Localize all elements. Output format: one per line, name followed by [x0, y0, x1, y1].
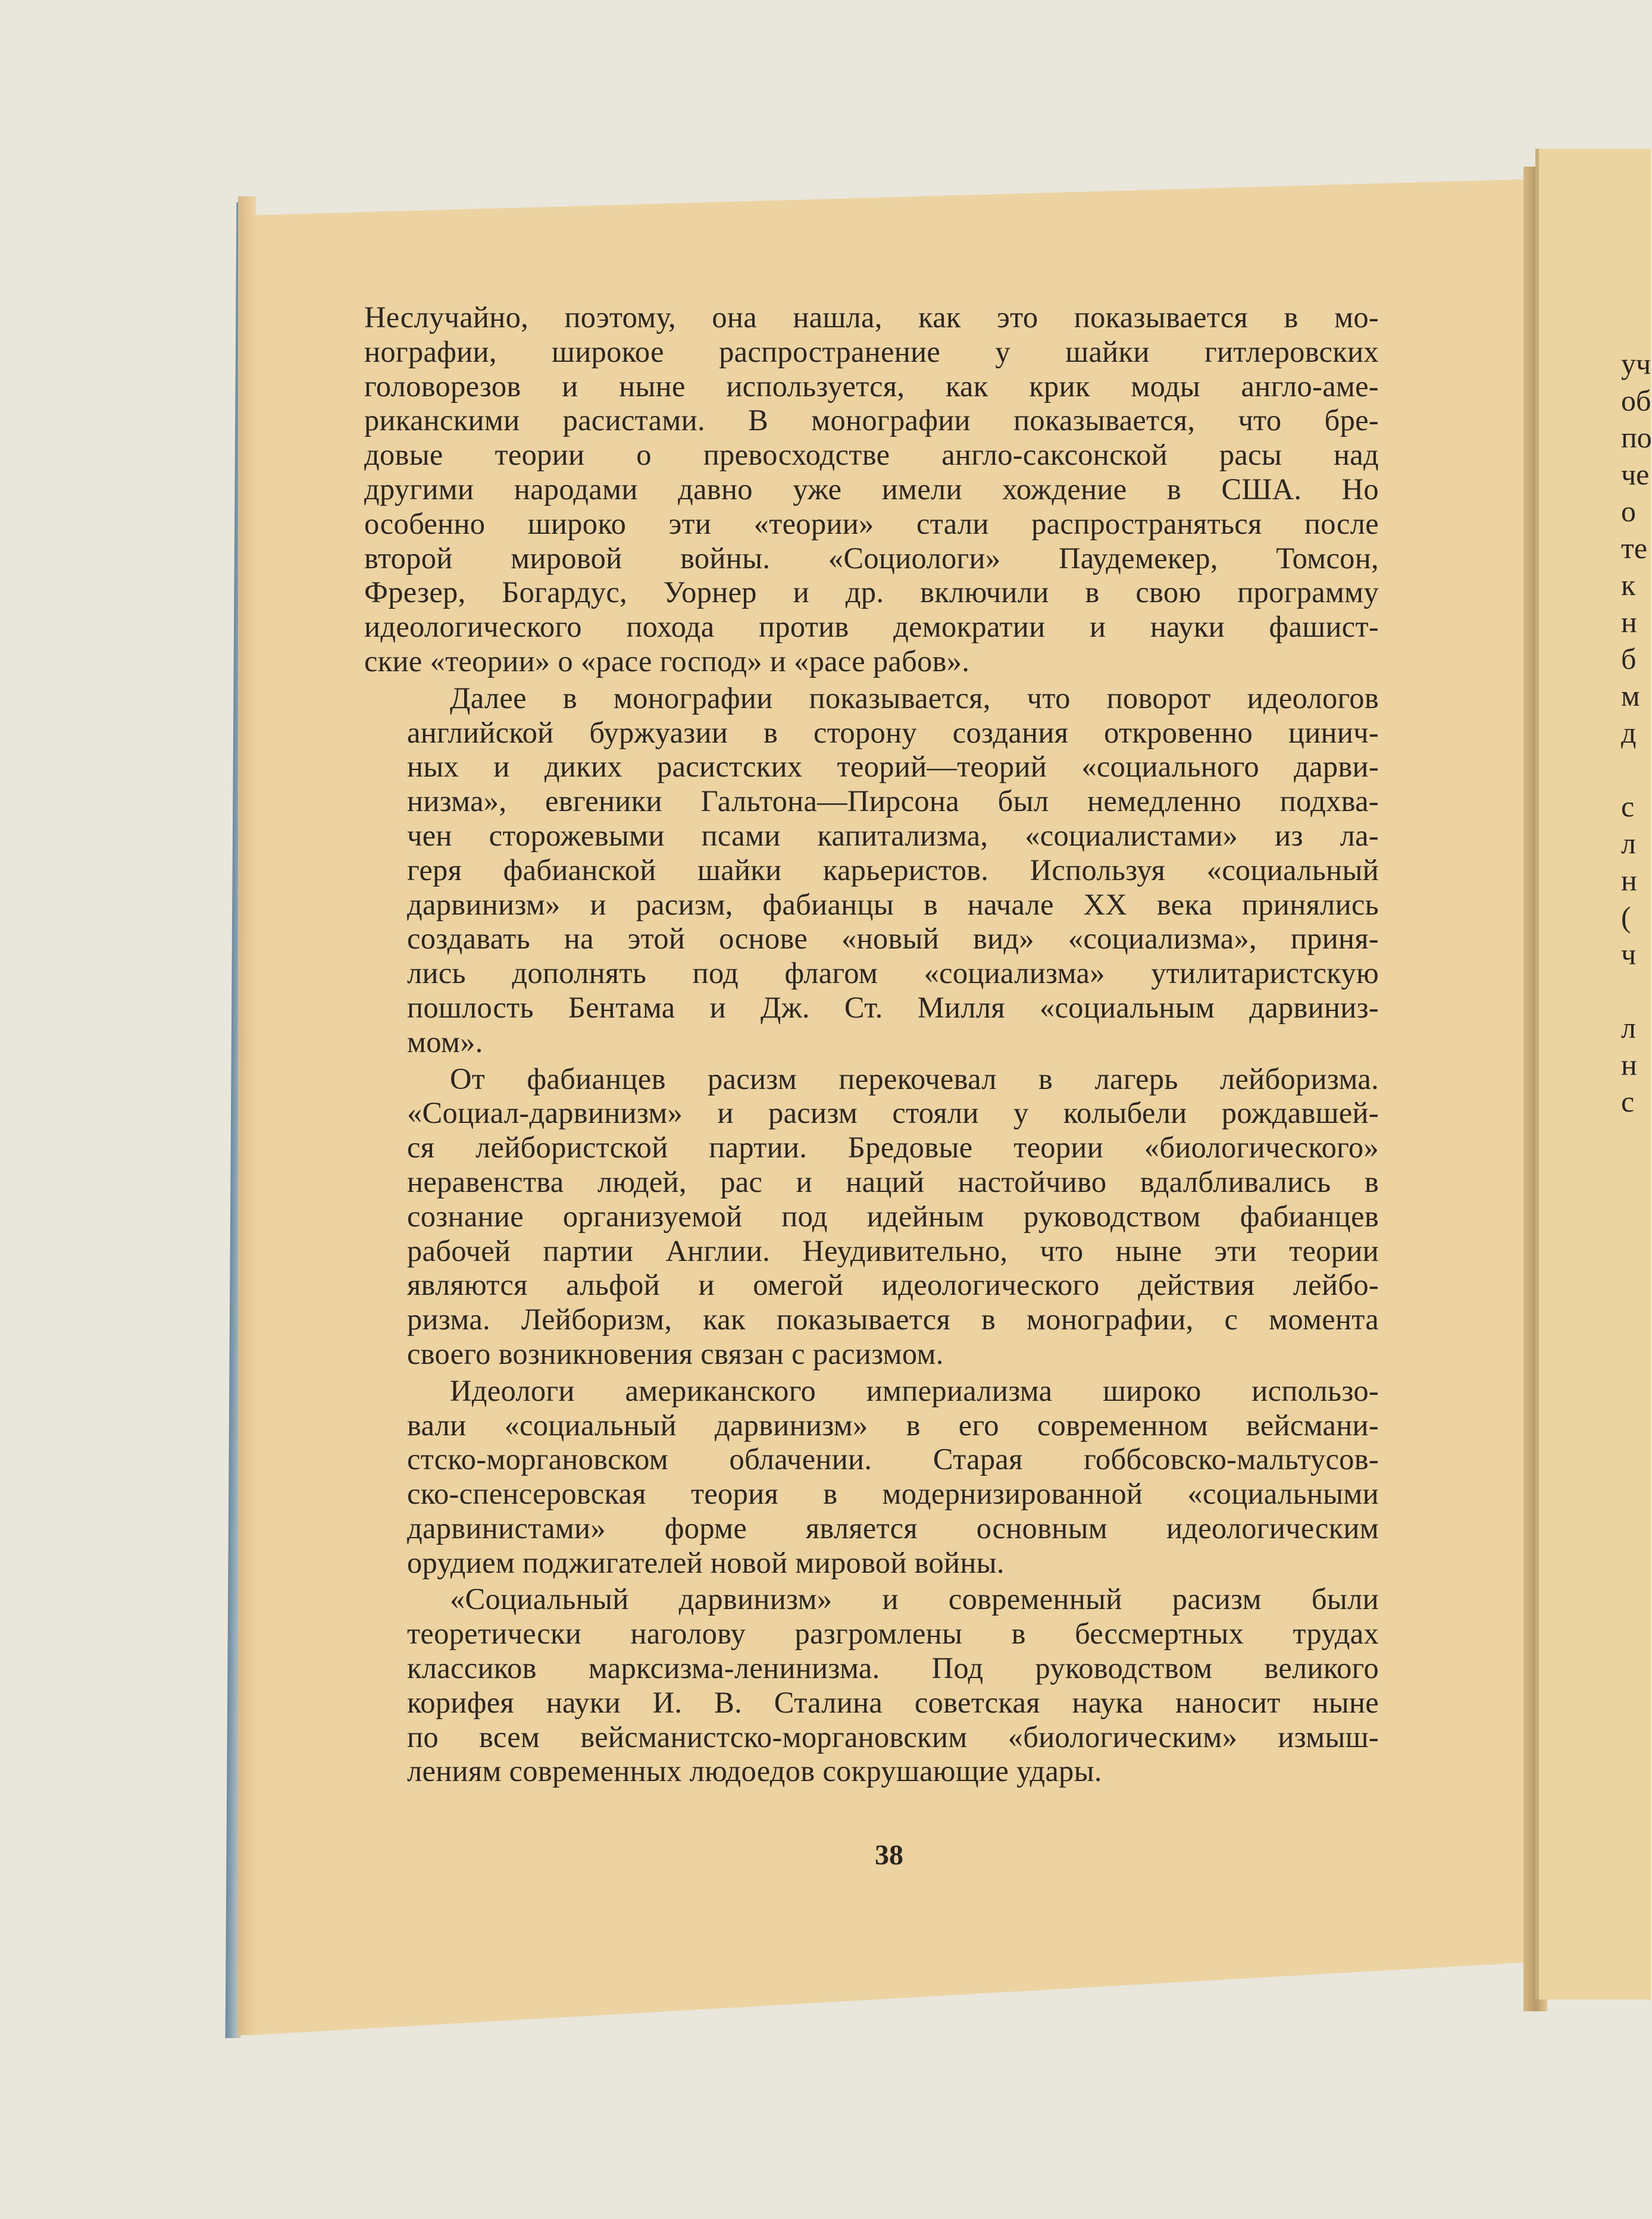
text-line: низма», евгеники Гальтона—Пирсона был немедленно подхва-: [407, 784, 1379, 818]
facing-page-fragment: с: [1621, 790, 1635, 823]
text-line: сознание организуемой под идейным руководством фабианцев: [407, 1199, 1379, 1233]
text-line: «Социальный дарвинизм» и современный расизм были: [450, 1582, 1379, 1616]
text-line: пошлость Бентама и Дж. Ст. Милля «социальным дарвиниз-: [407, 990, 1379, 1024]
text-line: ся лейбористской партии. Бредовые теории «биологического»: [407, 1131, 1379, 1165]
text-line: второй мировой войны. «Социологи» Паудемекер, Томсон,: [364, 541, 1379, 575]
text-line: «Социал-дарвинизм» и расизм стояли у колыбели рождавшей-: [407, 1096, 1379, 1130]
text-line: риканскими расистами. В монографии показывается, что бре-: [364, 403, 1379, 437]
paragraph: [364, 1062, 1379, 1372]
paragraph: [364, 681, 1379, 1060]
facing-page-fragment: с: [1621, 1085, 1635, 1118]
text-line: идеологического похода против демократии и науки фашист-: [364, 610, 1379, 644]
text-line: головорезов и ныне используется, как крик моды англо-аме-: [364, 369, 1379, 403]
text-line: довые теории о превосходстве англо-саксонской расы над: [364, 438, 1379, 472]
facing-page-fragment: по: [1621, 421, 1652, 454]
text-line: Идеологи американского империализма широко использо-: [450, 1373, 1379, 1407]
text-line: От фабианцев расизм перекочевал в лагерь лейборизма.: [450, 1062, 1379, 1096]
text-line: корифея науки И. В. Сталина советская наука наносит ныне: [407, 1685, 1379, 1719]
page-edge: [238, 196, 256, 2035]
text-line: по всем вейсманистско-моргановским «биологическим» измыш-: [407, 1720, 1379, 1754]
page-number: 38: [875, 1839, 903, 1871]
facing-page-fragment: [1621, 972, 1647, 1009]
text-line: чен сторожевыми псами капитализма, «социалистами» из ла-: [407, 818, 1379, 852]
text-line: стско-моргановском облачении. Старая гоббсовско-мальтусов-: [407, 1442, 1379, 1476]
facing-page-fragment: к: [1621, 568, 1636, 602]
text-line: особенно широко эти «теории» стали распространяться после: [364, 506, 1379, 540]
text-line: дарвинистами» форме является основным идеологическим: [407, 1511, 1379, 1545]
facing-page-fragment: [1621, 751, 1647, 788]
facing-page-fragment: че: [1621, 458, 1650, 491]
text-line: дарвинизм» и расизм, фабианцы в начале XX века принялись: [407, 887, 1379, 921]
text-line: рабочей партии Англии. Неудивительно, что ныне эти теории: [407, 1234, 1379, 1267]
text-line: теоретически наголову разгромлены в бессмертных трудах: [407, 1617, 1379, 1651]
facing-page-fragment: о: [1621, 494, 1636, 528]
text-line: неравенства людей, рас и наций настойчиво вдалбливались в: [407, 1165, 1379, 1198]
text-line: лись дополнять под флагом «социализма» утилитаристскую: [407, 956, 1379, 990]
text-line: другими народами давно уже имели хождение в США. Но: [364, 472, 1379, 506]
text-line: Далее в монографии показывается, что поворот идеологов: [450, 681, 1379, 715]
body-text: [364, 301, 1379, 1791]
text-line: вали «социальный дарвинизм» в его современном вейсмани-: [407, 1408, 1379, 1442]
text-line: Фрезер, Богардус, Уорнер и др. включили в свою программу: [364, 575, 1379, 609]
facing-page-fragment: те: [1621, 531, 1648, 565]
facing-page-fragment: д: [1621, 716, 1637, 749]
text-line: нографии, широкое распространение у шайки гитлеровских: [364, 334, 1379, 368]
facing-page-fragment: л: [1621, 827, 1636, 860]
text-line: создавать на этой основе «новый вид» «социализма», приня-: [407, 922, 1379, 956]
facing-page-fragment: м: [1621, 679, 1640, 712]
text-line: классиков марксизма-ленинизма. Под руководством великого: [407, 1651, 1379, 1685]
facing-page-fragment: об: [1621, 384, 1651, 417]
facing-page-fragment: уч: [1621, 347, 1651, 380]
text-line: ско-спенсеровская теория в модернизированной «социальными: [407, 1477, 1379, 1511]
text-line: ризма. Лейборизм, как показывается в монографии, с момента: [407, 1303, 1379, 1337]
text-line: мом».: [407, 1025, 483, 1059]
text-line: ных и диких расистских теорий—теорий «социального дарви-: [407, 750, 1379, 784]
paragraph: [364, 301, 1379, 679]
paragraph: [364, 1374, 1379, 1580]
text-line: геря фабианской шайки карьеристов. Используя «социальный: [407, 853, 1379, 887]
text-line: лениям современных людоедов сокрушающие удары.: [407, 1754, 1102, 1788]
paragraph: [364, 1582, 1379, 1789]
facing-page-text: [1621, 345, 1652, 1120]
facing-page-fragment: л: [1621, 1011, 1636, 1044]
facing-page-fragment: н: [1621, 1048, 1637, 1081]
facing-page-fragment: н: [1621, 863, 1637, 897]
text-line: являются альфой и омегой идеологического действия лейбо-: [407, 1268, 1379, 1302]
facing-page-fragment: б: [1621, 642, 1637, 675]
text-line: ские «теории» о «расе господ» и «расе рабов».: [364, 644, 970, 678]
text-line: орудием поджигателей новой мировой войны.: [407, 1545, 1005, 1579]
text-line: английской буржуазии в сторону создания откровенно цинич-: [407, 715, 1379, 749]
text-line: Неслучайно, поэтому, она нашла, как это показывается в мо-: [364, 301, 1379, 334]
text-line: своего возникновения связан с расизмом.: [407, 1337, 944, 1370]
facing-page-fragment: (: [1621, 900, 1631, 934]
facing-page-fragment: н: [1621, 605, 1637, 639]
facing-page-fragment: ч: [1621, 937, 1637, 971]
